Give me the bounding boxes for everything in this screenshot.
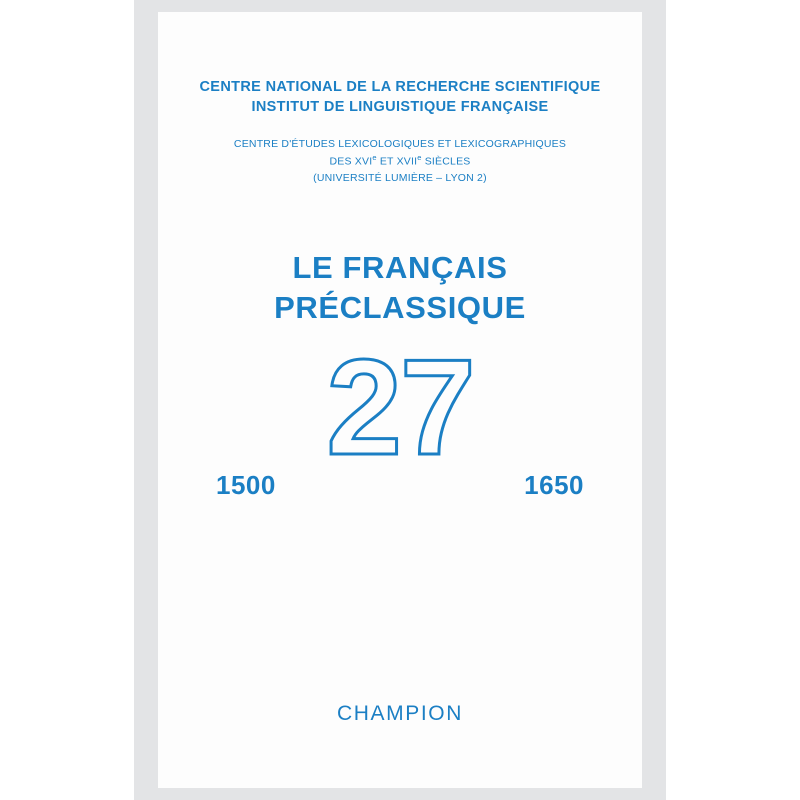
subtitle-line-2-post: SIÈCLES	[421, 155, 471, 168]
period-range	[158, 470, 642, 501]
issue-number: 27	[326, 330, 474, 483]
subtitle-line-3: (UNIVERSITÉ LUMIÈRE – LYON 2)	[313, 172, 487, 185]
book-cover	[158, 12, 642, 788]
cover-outer-frame	[134, 0, 666, 800]
subtitle-line-2-mid: ET XVII	[376, 155, 418, 168]
subtitle-line-1: CENTRE D'ÉTUDES LEXICOLOGIQUES ET LEXICOGRAPHIQUES	[233, 138, 567, 151]
journal-title	[274, 248, 526, 327]
journal-title-line-2: PRÉCLASSIQUE	[274, 290, 526, 326]
institution-line-2: INSTITUT DE LINGUISTIQUE FRANÇAISE	[251, 98, 549, 115]
period-start-year: 1500	[216, 469, 276, 500]
subtitle-sup-1: e	[372, 153, 377, 163]
research-center-subtitle	[234, 136, 566, 186]
subtitle-line-2-pre: DES XVI	[329, 155, 373, 168]
subtitle-line-2	[234, 152, 566, 170]
journal-title-line-1: LE FRANÇAIS	[292, 250, 508, 286]
institution-line-1: CENTRE NATIONAL DE LA RECHERCHE SCIENTIFIQUE	[199, 79, 601, 95]
issue-number-area	[158, 330, 642, 483]
period-end-year: 1650	[524, 469, 584, 500]
institution-masthead	[199, 78, 600, 117]
subtitle-sup-2: e	[417, 153, 422, 163]
publisher-name: CHAMPION	[337, 702, 463, 725]
